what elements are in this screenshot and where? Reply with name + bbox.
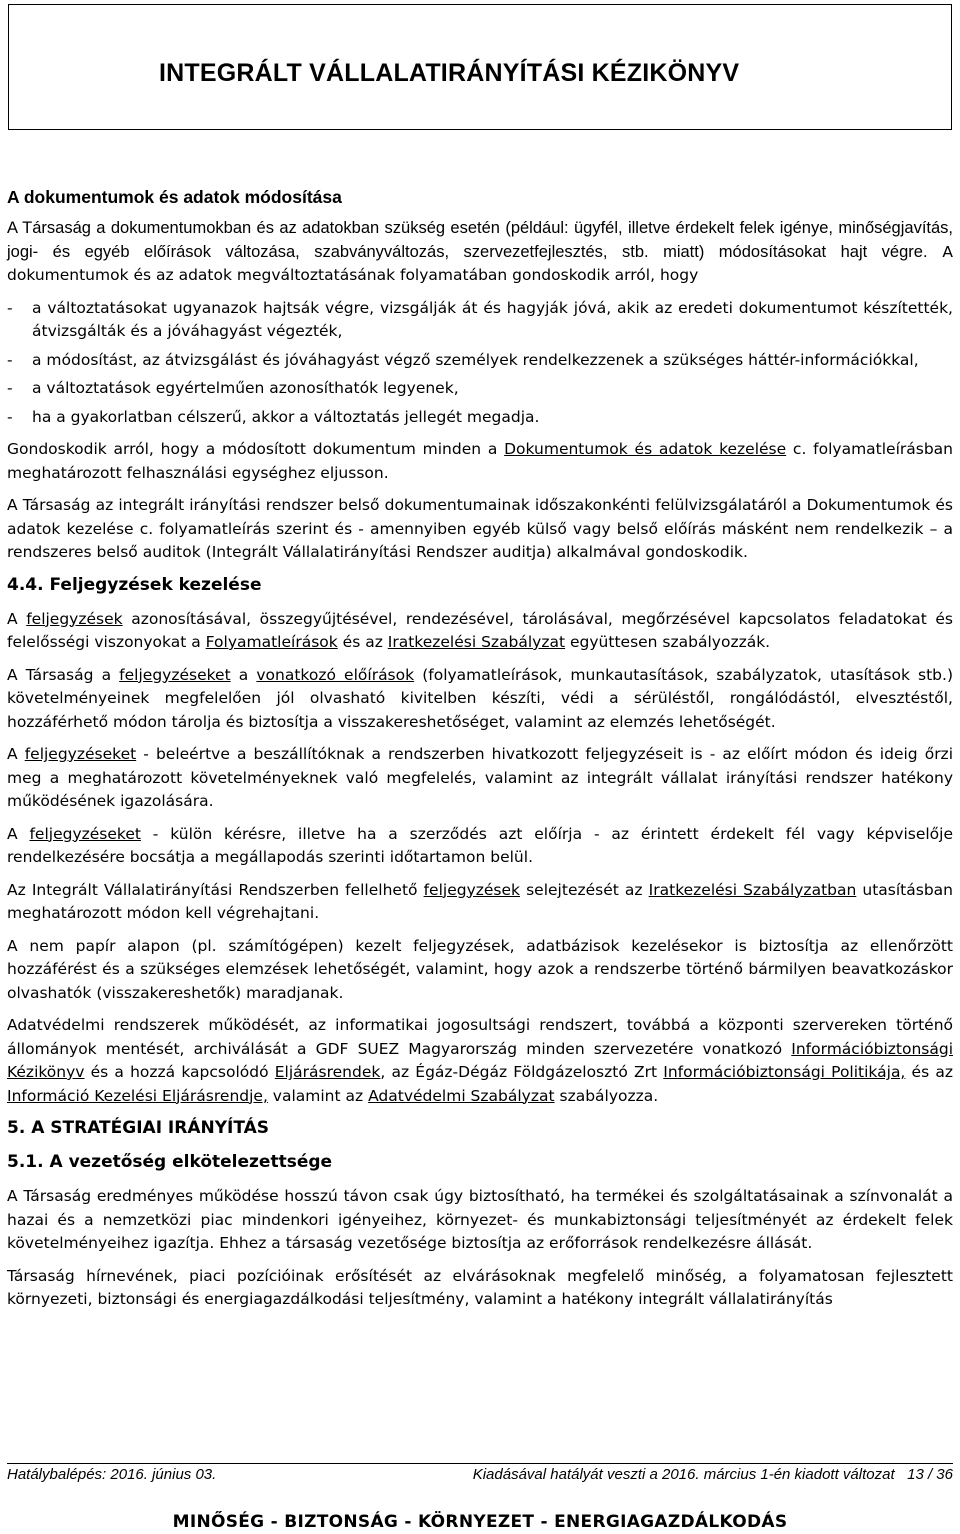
text-run: A Társaság a xyxy=(7,665,120,684)
text-run: c. folyamatleírásban meghatározott felhasználási egységhez eljusson. xyxy=(7,440,953,482)
list-item-text: a módosítást, az átvizsgálást és jóváhagyást végző személyek rendelkezzenek a szükséges háttér-információkkal, xyxy=(32,350,919,369)
link-filing-regulation[interactable]: Iratkezelési Szabályzat xyxy=(387,633,566,651)
issue-note-page-number: Kiadásával hatályát veszti a 2016. március 1-én kiadott változat 13 / 36 xyxy=(472,1466,953,1483)
header-box xyxy=(8,4,952,130)
text-run: és az xyxy=(337,633,388,651)
text-run: és az xyxy=(905,1063,953,1081)
link-infosec-policy[interactable]: Információbiztonsági Politikája, xyxy=(663,1063,906,1081)
modification-intro-rest: A dokumentumok és az adatok megváltoztatásának folyamatában gondoskodik arról, hogy xyxy=(7,242,953,284)
list-item-text: ha a gyakorlatban célszerű, akkor a változtatás jellegét megadja. xyxy=(32,407,540,426)
text-run: , az Égáz-Dégáz Földgázelosztó Zrt xyxy=(380,1063,664,1081)
bullet-dash: - xyxy=(7,407,13,426)
strategy-paragraph-1: A Társaság eredményes működése hosszú távon csak úgy biztosítható, ha termékei és szolgáltatásainak a színvonalát a hazai és a nemzetközi piac mindenkori igényeihez, környezet- és munkabiztonsági teljesítményét az érdekelt felek követelményeihez igazítja. Ehhez a társaság vezetősége biztosítja az erőforrások rendelkezésre állását. xyxy=(7,1187,953,1252)
text-run: a xyxy=(230,665,257,684)
records-paragraph-1 xyxy=(7,608,953,655)
text-run: valamint az xyxy=(267,1086,369,1105)
bullet-dash: - xyxy=(7,379,13,397)
records-paragraph-4 xyxy=(7,823,953,870)
link-filing-regulation[interactable]: Iratkezelési Szabályzatban xyxy=(648,880,857,899)
link-procedures[interactable]: Eljárásrendek xyxy=(274,1063,381,1081)
page-content xyxy=(7,186,953,1319)
text-run: A xyxy=(7,824,30,843)
text-run: - beleértve a beszállítóknak a rendszerben hivatkozott feljegyzéseit is - az előírt módon és ideig őrzi meg a meghatározott követelményeknek való megfelelés, valamint az integrált vállalat irányítási rendszer hatékony működésének igazolására. xyxy=(7,745,954,810)
records-paragraph-5 xyxy=(7,879,953,926)
records-paragraph-3 xyxy=(7,743,953,814)
records-paragraph-7 xyxy=(7,1014,953,1108)
section-heading-modification: A dokumentumok és adatok módosítása xyxy=(7,187,342,207)
link-infosec-handbook[interactable]: Információbiztonsági Kézikönyv xyxy=(7,1039,953,1081)
text-run: azonosításával, összegyűjtésével, rendezésével, tárolásával, megőrzésével kapcsolatos feladatokat és felelősségi viszonyokat a xyxy=(7,609,953,651)
document-title: INTEGRÁLT VÁLLALATIRÁNYÍTÁSI KÉZIKÖNYV xyxy=(159,59,740,87)
text-run: A xyxy=(7,609,27,628)
list-item-text: a változtatások egyértelműen azonosíthatók legyenek, xyxy=(32,379,459,397)
text-run: szabályozza. xyxy=(554,1086,659,1105)
subsection-heading-commitment: 5.1. A vezetőség elkötelezettsége xyxy=(7,1152,333,1172)
list-item xyxy=(7,297,953,344)
link-records[interactable]: feljegyzések xyxy=(423,880,521,899)
text-run: és a hozzá kapcsolódó xyxy=(84,1063,275,1081)
link-records[interactable]: feljegyzéseket xyxy=(119,665,231,684)
link-records[interactable]: feljegyzéseket xyxy=(29,824,141,843)
text-run: Gondoskodik arról, hogy a módosított dokumentum minden a xyxy=(7,440,505,458)
records-paragraph-6: A nem papír alapon (pl. számítógépen) kezelt feljegyzések, adatbázisok kezelésekor is biztosítja az ellenőrzött hozzáférést és a szükséges elemzések lehetőségét, valamint, hogy azok a rendszerbe történő bármilyen beavatkozáskor olvashatók (visszakereshetők) maradjanak. xyxy=(7,936,953,1002)
text-run: Az Integrált Vállalatirányítási Rendszerben fellelhető xyxy=(7,880,424,899)
bullet-dash: - xyxy=(7,298,13,317)
link-applicable-requirements[interactable]: vonatkozó előírások xyxy=(256,665,415,684)
link-records[interactable]: feljegyzéseket xyxy=(24,745,137,763)
link-document-handling[interactable]: Dokumentumok és adatok kezelése xyxy=(504,440,787,458)
link-info-handling-procedure[interactable]: Információ Kezelési Eljárásrendje, xyxy=(7,1086,268,1105)
list-item-text: a változtatásokat ugyanazok hajtsák végre, vizsgálják át és hagyják jóvá, akik az eredeti dokumentumot készítették, átvizsgálták és a jóváhagyást végezték, xyxy=(32,298,953,340)
text-run: utasításban meghatározott módon kell végrehajtani. xyxy=(7,880,953,922)
list-item xyxy=(7,406,953,430)
link-data-protection-regulation[interactable]: Adatvédelmi Szabályzat xyxy=(368,1086,555,1105)
text-run: selejtezését az xyxy=(520,880,649,899)
bullet-dash: - xyxy=(7,350,13,369)
text-run: - külön kérésre, illetve ha a szerződés azt előírja - az érintett érdekelt fél vagy képviselője rendelkezésére bocsátja a megállapodás szerinti időtartamon belül. xyxy=(7,824,953,866)
modification-paragraph-3: A Társaság az integrált irányítási rendszer belső dokumentumainak időszakonkénti felülvizsgálatáról a Dokumentumok és adatok kezelése c. folyamatleírás szerint és - amennyiben egyéb külső vagy belső előírás másként nem rendelkezik – a rendszeres belső auditok (Integrált Vállalatirányítási Rendszer auditja) alkalmával gondoskodik. xyxy=(7,496,953,561)
text-run: (folyamatleírások, munkautasítások, szabályzatok, utasítások stb.) követelményeinek megfelelően jól olvasható kivitelben készíti, védi a sérüléstől, rongálódástól, elvesztéstől, hozzáférhető módon tárolja és biztosítja a visszakereshetőséget, valamint az elemzés lehetőségét. xyxy=(7,665,953,731)
footer-tagline: MINŐSÉG - BIZTONSÁG - KÖRNYEZET - ENERGIAGAZDÁLKODÁS xyxy=(172,1512,788,1532)
text-run: Adatvédelmi rendszerek működését, az informatikai jogosultsági rendszert, továbbá a központi szervereken történő állományok mentését, archiválását a GDF SUEZ Magyarország minden szervezetére vonatkozó xyxy=(7,1016,953,1058)
text-run: együttesen szabályozzák. xyxy=(565,633,771,651)
effective-date: Hatálybalépés: 2016. június 03. xyxy=(7,1466,217,1483)
section-heading-strategy: 5. A STRATÉGIAI IRÁNYÍTÁS xyxy=(7,1118,270,1138)
modification-paragraph-2 xyxy=(7,438,953,485)
list-item xyxy=(7,377,953,401)
link-process-descriptions[interactable]: Folyamatleírások xyxy=(205,633,338,651)
records-paragraph-2 xyxy=(7,664,953,735)
section-heading-records: 4.4. Feljegyzések kezelése xyxy=(7,574,262,595)
strategy-paragraph-2: Társaság hírnevének, piaci pozícióinak erősítését az elvárásoknak megfelelő minőség, a folyamatosan fejlesztett környezeti, biztonsági és energiagazdálkodási teljesítmény, valamint a hatékony integrált vállalatirányítás xyxy=(7,1266,953,1308)
list-item xyxy=(7,349,953,373)
modification-paragraph-1 xyxy=(7,217,953,288)
modification-intro-text: A Társaság a dokumentumokban és az adatokban szükség esetén (például: ügyfél, illetve érdekelt felek igénye, minőségjavítás, jogi- és egyéb előírások változása, szabványváltozás, szervezetfejlesztés, stb. miatt) módosításokat hajt végre. xyxy=(7,219,953,261)
footer-divider xyxy=(7,1463,953,1464)
link-records[interactable]: feljegyzések xyxy=(26,609,123,628)
text-run: A xyxy=(7,745,25,763)
